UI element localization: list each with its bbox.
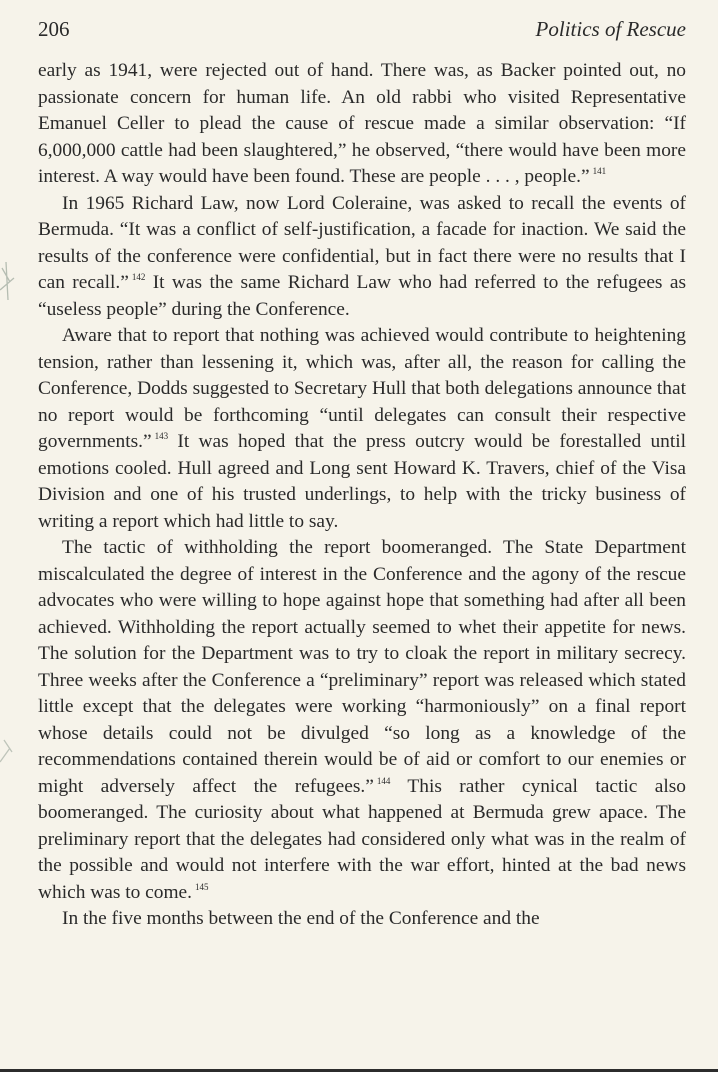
footnote-ref: 141 xyxy=(592,166,607,176)
paragraph xyxy=(38,58,686,191)
book-page xyxy=(38,14,686,933)
running-header xyxy=(38,14,686,44)
paragraph-text: It was hoped that the press outcry would be forestalled until emotions cooled. Hull agreed and Long sent Howard K. Travers, chief of the Visa Division and one of his trusted underlings, to help with the tricky business of writing a report which had little to say. xyxy=(38,431,686,532)
footnote-ref: 145 xyxy=(195,881,209,892)
paragraph-text: This rather cynical tactic also boomeranged. The curiosity about what happened at Bermuda grew apace. The preliminary report that the delegates had considered only what was in the realm of the possible and would not interfere with the war effort, hinted at the bad news which was to come. xyxy=(38,775,686,903)
page-number: 206 xyxy=(38,17,70,41)
paragraph xyxy=(38,906,686,933)
margin-pencil-marks xyxy=(0,0,40,1072)
paragraph-text: The tactic of withholding the report boomeranged. The State Department miscalculated the degree of interest in the Conference and the agony of the rescue advocates who were willing to hope against hope that something had after all been achieved. Withholding the report actually seemed to whet their appetite for news. The solution for the Department was to try to cloak the report in military secrecy. Three weeks after the Conference a “preliminary” report was released which stated little except that the delegates were working “harmoniously” on a final report whose details could not be divulged “so long as a knowledge of the recommendations contained therein would be of aid or comfort to our enemies or might adversely affect the refugees.” xyxy=(38,537,686,797)
footnote-ref: 142 xyxy=(131,272,146,282)
paragraph xyxy=(38,323,686,535)
paragraph-text: early as 1941, were rejected out of hand. There was, as Backer pointed out, no passionate concern for human life. An old rabbi who visited Representative Emanuel Celler to plead the cause of rescue made a similar observation: “If 6,000,000 cattle had been slaughtered,” he observed, “there would have been more interest. A way would have been found. These are people . . . , people.” xyxy=(38,60,686,187)
paragraph-text: In the five months between the end of the Conference and the xyxy=(62,908,540,929)
paragraph-text: Aware that to report that nothing was achieved would contribute to heightening tension, rather than lessening it, which was, after all, the reason for calling the Conference, Dodds suggested to Secretary Hull that both delegations announce that no report would be forthcoming “until delegates can consult their respective governments.” xyxy=(38,325,686,452)
footnote-ref: 144 xyxy=(376,775,391,786)
body-text xyxy=(38,58,686,933)
paragraph-text: It was the same Richard Law who had referred to the refugees as “useless people” during the Conference. xyxy=(38,272,687,320)
paragraph xyxy=(38,191,686,324)
paragraph xyxy=(38,535,686,906)
running-title: Politics of Rescue xyxy=(535,17,686,41)
footnote-ref: 143 xyxy=(154,431,169,441)
paragraph-text: In 1965 Richard Law, now Lord Coleraine, was asked to recall the events of Bermuda. “It was a conflict of self-justification, a facade for inaction. We said the results of the conference were confidential, but in fact there were no results that I can recall.” xyxy=(38,192,686,293)
